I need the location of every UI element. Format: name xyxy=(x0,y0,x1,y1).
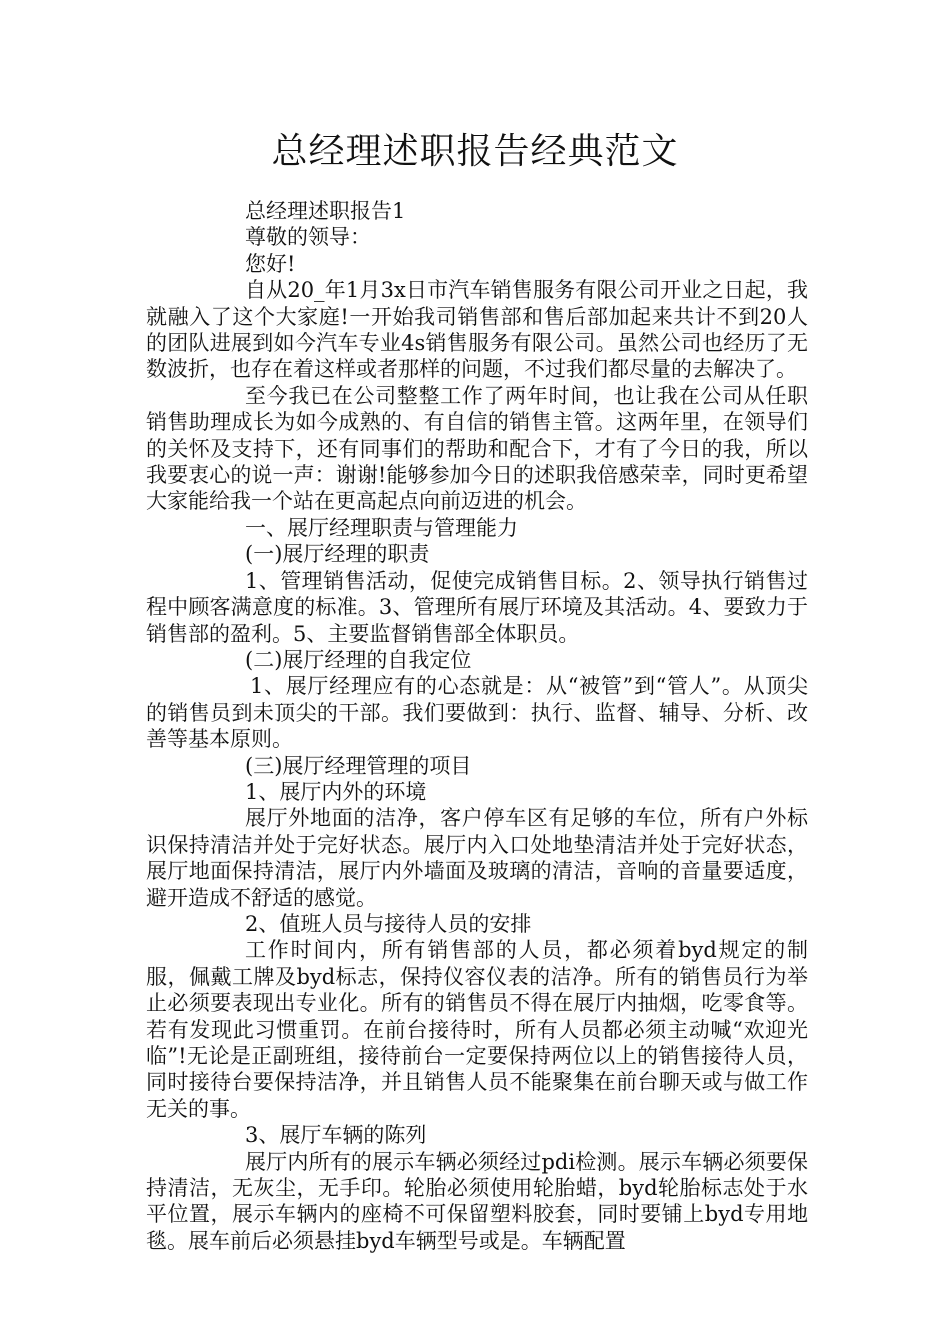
paragraph-display: 展厅内所有的展示车辆必须经过pdi检测。展示车辆必须要保持清洁，无灰尘，无手印。轮胎必须使用轮胎蜡，byd轮胎标志处于水平位置，展示车辆内的座椅不可保留塑料胶套，同时要铺上byd专用地毯。展车前后必须悬挂byd车辆型号或是。车辆配置 xyxy=(146,1149,808,1253)
report-heading: 总经理述职报告1 xyxy=(245,199,406,223)
paragraph-duties: 1、管理销售活动，促使完成销售目标。2、领导执行销售过程中顾客满意度的标准。3、管理所有展厅环境及其活动。4、要致力于销售部的盈利。5、主要监督销售部全体职员。 xyxy=(146,568,808,646)
paragraph-staffing: 工作时间内，所有销售部的人员，都必须着byd规定的制服，佩戴工牌及byd标志，保持仪容仪表的洁净。所有的销售员行为举止必须要表现出专业化。所有的销售员不得在展厅内抽烟，吃零食等。若有发现此习惯重罚。在前台接待时，所有人员都必须主动喊“欢迎光临”!无论是正副班组，接待前台一定要保持两位以上的销售接待人员，同时接待台要保持洁净，并且销售人员不能聚集在前台聊天或与做工作无关的事。 xyxy=(146,938,808,1121)
greeting: 您好! xyxy=(245,251,296,276)
item-heading-environment: 1、展厅内外的环境 xyxy=(245,779,427,804)
document-body xyxy=(146,198,808,1254)
section-heading-1: 一、展厅经理职责与管理能力 xyxy=(245,515,518,540)
subsection-heading-2: (二)展厅经理的自我定位 xyxy=(245,647,472,672)
paragraph-intro: 自从20_年1月3x日市汽车销售服务有限公司开业之日起，我就融入了这个大家庭!一开始我司销售部和售后部加起来共计不到20人的团队进展到如今汽车专业4s销售服务有限公司。虽然公司也经历了无数波折，也存在着这样或者那样的问题，不过我们都尽量的去解决了。 xyxy=(146,278,808,382)
subsection-heading-1: (一)展厅经理的职责 xyxy=(245,542,430,567)
document-title: 总经理述职报告经典范文 xyxy=(271,131,679,172)
subsection-heading-3: (三)展厅经理管理的项目 xyxy=(245,753,472,778)
paragraph-growth: 至今我已在公司整整工作了两年时间，也让我在公司从任职销售助理成长为如今成熟的、有自信的销售主管。这两年里，在领导们的关怀及支持下，还有同事们的帮助和配合下，才有了今日的我，所以我要衷心的说一声：谢谢!能够参加今日的述职我倍感荣幸，同时更希望大家能给我一个站在更高起点向前迈进的机会。 xyxy=(146,383,808,514)
item-heading-staffing: 2、值班人员与接待人员的安排 xyxy=(245,911,532,936)
paragraph-environment: 展厅外地面的洁净，客户停车区有足够的车位，所有户外标识保持清洁并处于完好状态。展厅内入口处地垫清洁并处于完好状态，展厅地面保持清洁，展厅内外墙面及玻璃的清洁，音响的音量要适度，避开造成不舒适的感觉。 xyxy=(146,806,808,910)
paragraph-positioning: 1、展厅经理应有的心态就是：从“被管”到“管人”。从顶尖的销售员到未顶尖的干部。我们要做到：执行、监督、辅导、分析、改善等基本原则。 xyxy=(146,674,808,752)
item-heading-display: 3、展厅车辆的陈列 xyxy=(245,1123,427,1148)
salutation: 尊敬的领导： xyxy=(245,225,371,250)
